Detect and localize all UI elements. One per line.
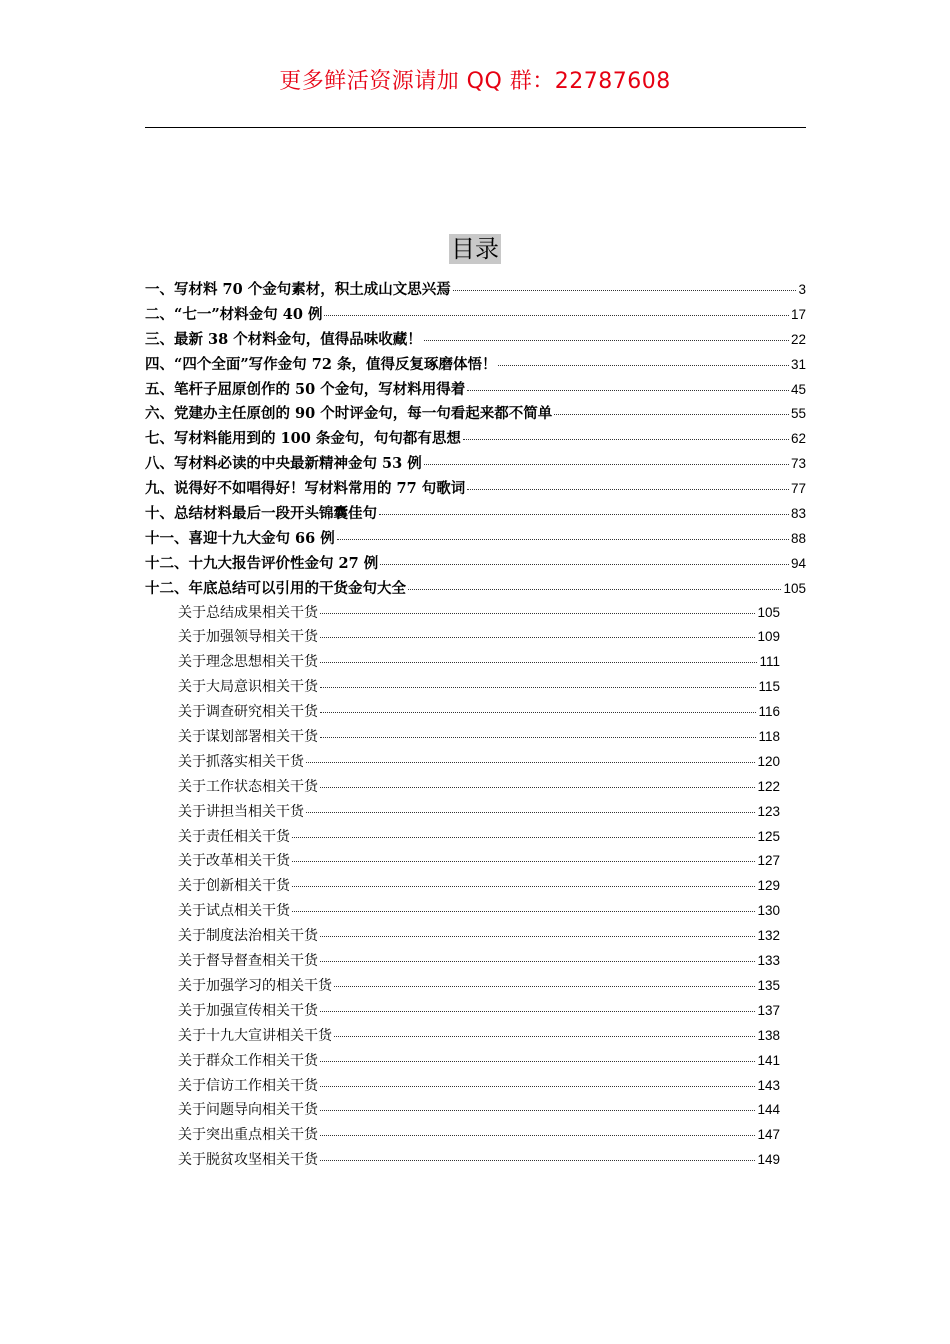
toc-entry-label: 十二、十九大报告评价性金句 27 例: [145, 554, 379, 572]
toc-entry-label: 四、“四个全面”写作金句 72 条，值得反复琢磨体悟！: [145, 355, 497, 373]
toc-subentry[interactable]: [145, 1000, 806, 1025]
toc-entry-label: 关于谋划部署相关干货: [178, 729, 318, 746]
toc-entry-label: 关于总结成果相关干货: [178, 604, 318, 621]
toc-entry[interactable]: [145, 577, 806, 602]
dot-leader: [306, 812, 755, 813]
toc-page-number: 122: [757, 778, 780, 794]
toc-title-wrapper: [0, 234, 950, 264]
toc-entry-label: 关于督导督查相关干货: [178, 953, 318, 970]
toc-entry[interactable]: [145, 452, 806, 477]
dot-leader: [379, 514, 789, 515]
toc-entry[interactable]: [145, 402, 806, 427]
toc-entry-label: 关于脱贫攻坚相关干货: [178, 1152, 318, 1169]
toc-entry-label: 关于责任相关干货: [178, 828, 290, 845]
toc-entry-label: 关于工作状态相关干货: [178, 778, 318, 795]
dot-leader: [292, 886, 755, 887]
toc-subentry[interactable]: [145, 651, 806, 676]
toc-entry-label: 九、说得好不如唱得好！写材料常用的 77 句歌词: [145, 480, 466, 498]
toc-subentry[interactable]: [145, 975, 806, 1000]
dot-leader: [306, 762, 755, 763]
toc-entry-label: 七、写材料能用到的 100 条金句，句句都有思想: [145, 430, 461, 448]
dot-leader: [380, 564, 789, 565]
toc-entry-label: 关于加强学习的相关干货: [178, 977, 332, 994]
dot-leader: [424, 464, 789, 465]
toc-page-number: 133: [757, 953, 780, 969]
toc-subentry[interactable]: [145, 626, 806, 651]
toc-page-number: 125: [757, 828, 780, 844]
toc-subentry[interactable]: [145, 925, 806, 950]
toc-entry-label: 关于大局意识相关干货: [178, 679, 318, 696]
dot-leader: [467, 489, 789, 490]
toc-page-number: 105: [757, 604, 780, 620]
dot-leader: [463, 439, 789, 440]
toc-page-number: 135: [757, 977, 780, 993]
toc-entry-label: 八、写材料必读的中央最新精神金句 53 例: [145, 455, 422, 473]
toc-page-number: 31: [790, 356, 806, 372]
toc-page-number: 116: [758, 704, 780, 720]
toc-page-number: 115: [758, 679, 780, 695]
toc-entry-label: 关于信访工作相关干货: [178, 1077, 318, 1094]
dot-leader: [320, 787, 755, 788]
dot-leader: [320, 712, 756, 713]
toc-entry-label: 关于讲担当相关干货: [178, 803, 304, 820]
toc-page-number: 130: [757, 903, 780, 919]
toc-page-number: 17: [790, 306, 806, 322]
toc-page-number: 143: [757, 1077, 780, 1093]
dot-leader: [453, 290, 797, 291]
dot-leader: [334, 986, 755, 987]
toc-page-number: 94: [790, 555, 806, 571]
toc-page-number: 149: [757, 1152, 780, 1168]
toc-entry-label: 关于突出重点相关干货: [178, 1127, 318, 1144]
toc-page-number: 22: [790, 331, 806, 347]
toc-subentry[interactable]: [145, 801, 806, 826]
toc-entry[interactable]: [145, 552, 806, 577]
toc-page-number: 45: [790, 381, 806, 397]
toc-entry-label: 关于调查研究相关干货: [178, 704, 318, 721]
toc-entry[interactable]: [145, 353, 806, 378]
toc-entry-label: 一、写材料 70 个金句素材，积土成山文思兴焉: [145, 281, 451, 298]
dot-leader: [320, 1011, 755, 1012]
toc-entry[interactable]: [145, 278, 806, 303]
toc-entry-label: 五、笔杆子屈原创作的 50 个金句，写材料用得着: [145, 380, 466, 398]
toc-page-number: 88: [790, 530, 806, 546]
promo-header: 更多鲜活资源请加 QQ 群：22787608: [279, 69, 671, 94]
dot-leader: [320, 1110, 755, 1111]
toc-page-number: 3: [798, 282, 806, 297]
dot-leader: [320, 961, 755, 962]
dot-leader: [320, 637, 755, 638]
toc-entry-label: 关于十九大宣讲相关干货: [178, 1027, 332, 1044]
toc-entry-label: 关于理念思想相关干货: [178, 654, 318, 671]
dot-leader: [424, 340, 789, 341]
toc-page-number: 111: [759, 654, 780, 670]
toc-page-number: 62: [790, 431, 806, 447]
header-divider: [145, 127, 806, 128]
toc-subentry[interactable]: [145, 676, 806, 701]
toc-entry-label: 二、“七一”材料金句 40 例: [145, 305, 323, 323]
toc-subentry[interactable]: [145, 726, 806, 751]
toc-entry[interactable]: [145, 328, 806, 353]
toc-page-number: 132: [757, 928, 780, 944]
toc-entry-label: 关于群众工作相关干货: [178, 1052, 318, 1069]
toc-entry-label: 关于试点相关干货: [178, 903, 290, 920]
dot-leader: [320, 687, 756, 688]
toc-entry[interactable]: [145, 502, 806, 527]
toc-entry[interactable]: [145, 303, 806, 328]
toc-subentry[interactable]: [145, 602, 806, 627]
dot-leader: [320, 936, 755, 937]
dot-leader: [292, 861, 755, 862]
toc-page-number: 147: [757, 1127, 780, 1143]
toc-entry-label: 关于问题导向相关干货: [178, 1102, 318, 1119]
toc-entry-label: 关于抓落实相关干货: [178, 753, 304, 770]
toc-page-number: 137: [757, 1002, 780, 1018]
toc-subentry[interactable]: [145, 1099, 806, 1124]
toc-entry[interactable]: [145, 477, 806, 502]
toc-page-number: 120: [757, 753, 780, 769]
toc-page-number: 138: [757, 1027, 780, 1043]
toc-entry-label: 十、总结材料最后一段开头锦囊佳句: [145, 505, 377, 523]
toc-page-number: 123: [757, 803, 780, 819]
toc-page-number: 129: [757, 878, 780, 894]
dot-leader: [292, 837, 755, 838]
toc-subentry[interactable]: [145, 826, 806, 851]
toc-subentry[interactable]: [145, 950, 806, 975]
toc-page-number: 73: [790, 456, 806, 472]
toc-entry-label: 三、最新 38 个材料金句，值得品味收藏！: [145, 330, 422, 348]
toc-entry[interactable]: [145, 378, 806, 403]
toc-entry-label: 关于加强领导相关干货: [178, 629, 318, 646]
toc-page-number: 83: [790, 506, 806, 522]
dot-leader: [408, 589, 781, 590]
toc-subentry[interactable]: [145, 1075, 806, 1100]
toc-subentry[interactable]: [145, 1124, 806, 1149]
toc-entry[interactable]: [145, 427, 806, 452]
dot-leader: [554, 414, 789, 415]
dot-leader: [320, 1135, 755, 1136]
toc-title: 目录: [451, 235, 499, 263]
dot-leader: [320, 613, 755, 614]
dot-leader: [498, 365, 789, 366]
dot-leader: [320, 1086, 755, 1087]
toc-entry-label: 关于加强宣传相关干货: [178, 1002, 318, 1019]
toc-entry-label: 十一、喜迎十九大金句 66 例: [145, 529, 335, 547]
dot-leader: [334, 1036, 755, 1037]
toc-entry-label: 关于改革相关干货: [178, 853, 290, 870]
toc-subentry[interactable]: [145, 701, 806, 726]
toc-entry-label: 六、党建办主任原创的 90 个时评金句，每一句看起来都不简单: [145, 405, 553, 423]
toc-page-number: 144: [757, 1102, 780, 1118]
toc-subentry[interactable]: [145, 1025, 806, 1050]
toc-page-number: 141: [757, 1052, 780, 1068]
dot-leader: [337, 539, 789, 540]
table-of-contents: [145, 278, 806, 1174]
dot-leader: [292, 911, 755, 912]
dot-leader: [467, 390, 789, 391]
toc-subentry[interactable]: [145, 1149, 806, 1174]
toc-entry[interactable]: [145, 527, 806, 552]
dot-leader: [324, 315, 789, 316]
toc-subentry[interactable]: [145, 900, 806, 925]
toc-subentry[interactable]: [145, 1050, 806, 1075]
toc-page-number: 55: [790, 406, 806, 422]
toc-subentry[interactable]: [145, 850, 806, 875]
toc-page-number: 105: [783, 580, 806, 596]
toc-subentry[interactable]: [145, 776, 806, 801]
toc-page-number: 77: [790, 481, 806, 497]
toc-subentry[interactable]: [145, 751, 806, 776]
dot-leader: [320, 1061, 755, 1062]
toc-subentry[interactable]: [145, 875, 806, 900]
toc-page-number: 109: [757, 629, 780, 645]
toc-entry-label: 关于创新相关干货: [178, 878, 290, 895]
dot-leader: [320, 737, 756, 738]
toc-page-number: 127: [757, 853, 780, 869]
dot-leader: [320, 1160, 755, 1161]
toc-page-number: 118: [758, 729, 780, 745]
dot-leader: [320, 662, 757, 663]
toc-entry-label: 关于制度法治相关干货: [178, 928, 318, 945]
toc-entry-label: 十二、年底总结可以引用的干货金句大全: [145, 579, 406, 597]
